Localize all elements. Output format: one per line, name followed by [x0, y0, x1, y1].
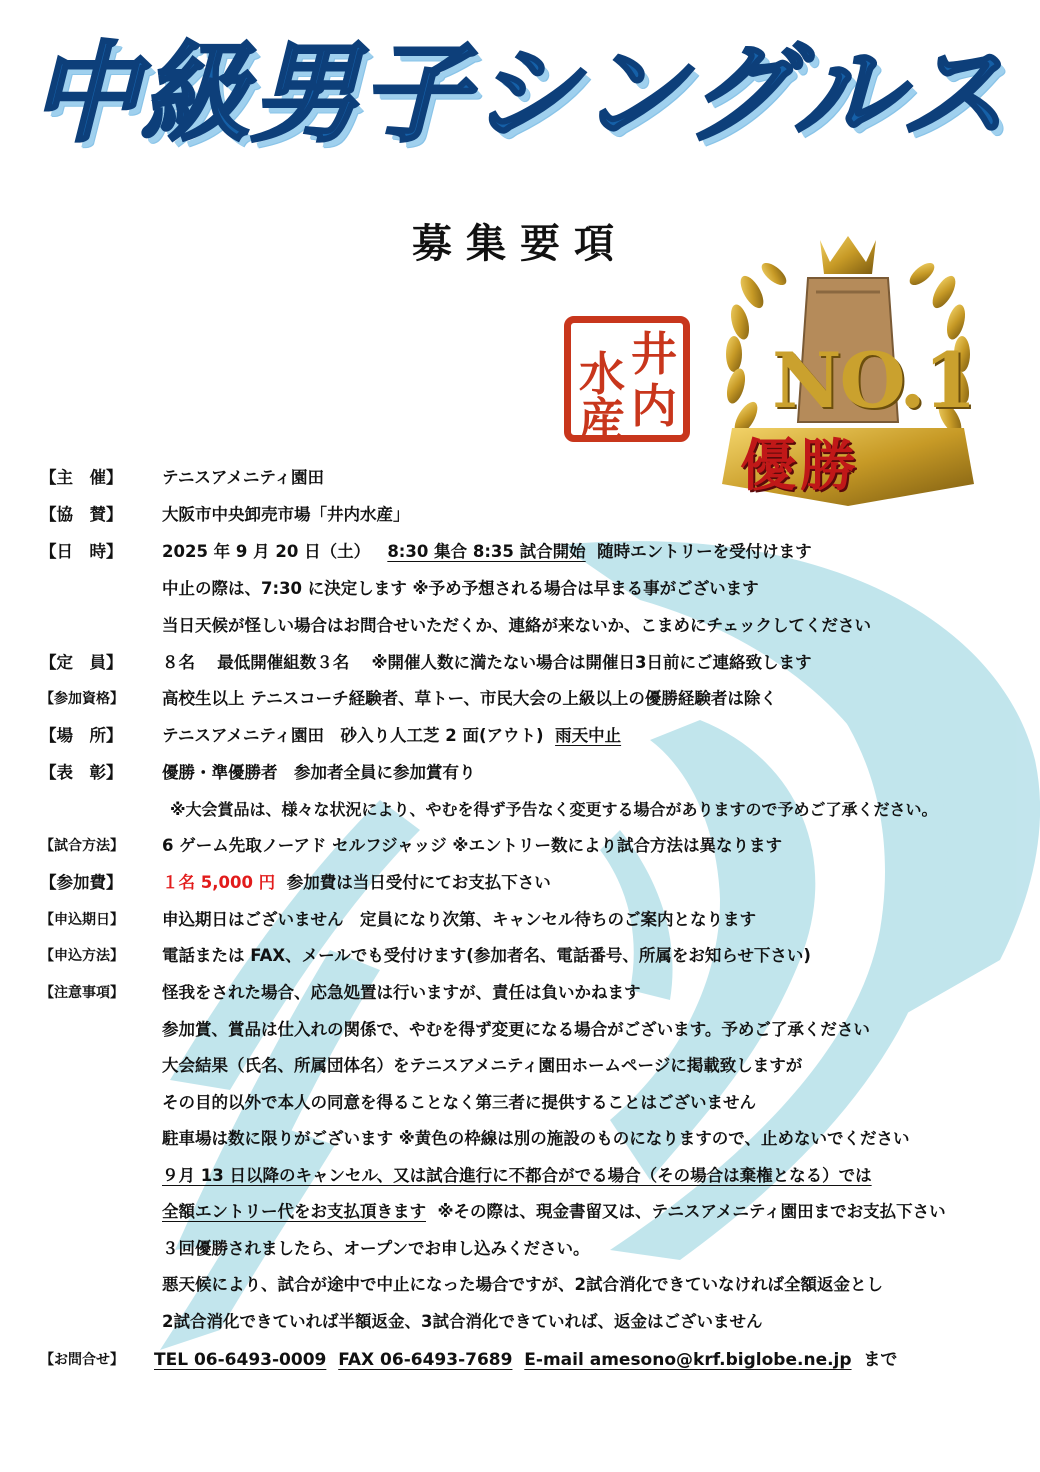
notes-line: その目的以外で本人の同意を得ることなく第三者に提供することはございません — [162, 1093, 756, 1112]
stamp-char: 水 — [579, 347, 625, 401]
row-value — [162, 871, 551, 895]
datetime-line-3: 当日天候が怪しい場合はお問合せいただくか、連絡が来ないか、こまめにチェックしてください — [162, 616, 872, 635]
notes-line: 参加賞、賞品は仕入れの関係で、やむを得ず変更になる場合がございます。予めご了承ください — [162, 1020, 870, 1039]
row-value: 優勝・準優勝者 参加者全員に参加賞有り — [162, 763, 476, 782]
row-label: 【申込方法】 — [40, 948, 124, 964]
row-value: 6 ゲーム先取ノーアド セルフジャッジ ※エントリー数により試合方法は異なります — [162, 836, 782, 855]
notes-line: 大会結果（氏名、所属団体名）をテニスアメニティ園田ホームページに掲載致しますが — [162, 1056, 803, 1075]
row-label: 【主 催】 — [40, 468, 123, 487]
row-value: 申込期日はございません 定員になり次第、キャンセル待ちのご案内となります — [162, 910, 756, 929]
notes-line: 2試合消化できていれば半額返金、3試合消化できていれば、返金はございません — [162, 1312, 763, 1331]
notes-line: 悪天候により、試合が途中で中止になった場合ですが、2試合消化できていなければ全額返金とし — [162, 1275, 883, 1294]
fee-amount: １名 5,000 円 — [162, 873, 276, 892]
event-time: 8:30 集合 8:35 試合開始 — [387, 542, 586, 561]
notes-line-payment — [162, 1200, 946, 1224]
row-value: テニスアメニティ園田 — [162, 468, 325, 487]
row-value — [162, 540, 812, 564]
event-entry-note: 随時エントリーを受付けます — [597, 542, 812, 561]
row-value — [162, 724, 621, 748]
notes-line: ３回優勝されましたら、オープンでお申し込みください。 — [162, 1239, 590, 1258]
venue-text: テニスアメニティ園田 砂入り人工芝 2 面(アウト) — [162, 726, 544, 745]
row-label: 【定 員】 — [40, 653, 123, 672]
rain-cancel-text: 雨天中止 — [555, 726, 622, 745]
contact-email-link[interactable]: E-mail amesono@krf.biglobe.ne.jp — [524, 1350, 852, 1370]
row-label: 【申込期日】 — [40, 912, 124, 928]
stamp-char: 内 — [631, 379, 677, 433]
event-date: 2025 年 9 月 20 日（土） — [162, 542, 371, 561]
row-value: 電話または FAX、メールでも受付けます(参加者名、電話番号、所属をお知らせ下さい) — [162, 946, 811, 965]
award-note: ※大会賞品は、様々な状況により、やむを得ず予告なく変更する場合がありますので予めご了承ください。 — [170, 800, 938, 819]
row-label: 【試合方法】 — [40, 838, 124, 854]
sponsor-stamp-logo — [564, 316, 690, 447]
page-subtitle: 募集要項 — [412, 221, 628, 267]
datetime-line-2: 中止の際は、7:30 に決定します ※予め予想される場合は早まる事がございます — [162, 579, 759, 598]
row-value: 高校生以上 テニスコーチ経験者、草トー、市民大会の上級以上の優勝経験者は除く — [162, 689, 777, 708]
row-value — [154, 1348, 897, 1372]
contact-suffix: まで — [863, 1350, 898, 1370]
notes-line-cancel: ９月 13 日以降のキャンセル、又は試合進行に不都合がでる場合（その場合は棄権となる）では — [162, 1166, 872, 1185]
row-label: 【お問合せ】 — [40, 1352, 124, 1368]
full-payment-text: 全額エントリー代をお支払頂きます — [162, 1202, 426, 1221]
notes-line: 駐車場は数に限りがございます ※黄色の枠線は別の施設のものになりますので、止めないでください — [162, 1129, 910, 1148]
row-label: 【注意事項】 — [40, 985, 124, 1001]
page-title: 中級男子シングルス — [30, 32, 1010, 157]
award-winner-text: 優勝 — [740, 433, 860, 499]
stamp-char: 産 — [579, 393, 625, 447]
row-label: 【表 彰】 — [40, 763, 123, 782]
contact-tel-link[interactable]: TEL 06-6493-0009 — [154, 1350, 327, 1370]
row-label: 【場 所】 — [40, 726, 123, 745]
row-label: 【参加費】 — [40, 873, 123, 892]
award-no1-text: NO.1 — [772, 336, 975, 425]
row-value: ８名 最低開催組数３名 ※開催人数に満たない場合は開催日3日前にご連絡致します — [162, 653, 812, 672]
fee-text: 参加費は当日受付にてお支払下さい — [286, 873, 551, 892]
contact-fax-link[interactable]: FAX 06-6493-7689 — [338, 1350, 513, 1370]
row-value: 大阪市中央卸売市場「井内水産」 — [162, 505, 410, 524]
row-label: 【協 賛】 — [40, 505, 123, 524]
payment-method-text: ※その際は、現金書留又は、テニスアメニティ園田までお支払下さい — [437, 1202, 946, 1221]
row-label: 【参加資格】 — [40, 691, 124, 707]
stamp-char: 井 — [631, 327, 677, 381]
row-value: 怪我をされた場合、応急処置は行いますが、責任は負いかねます — [162, 983, 641, 1002]
row-label: 【日 時】 — [40, 542, 123, 561]
